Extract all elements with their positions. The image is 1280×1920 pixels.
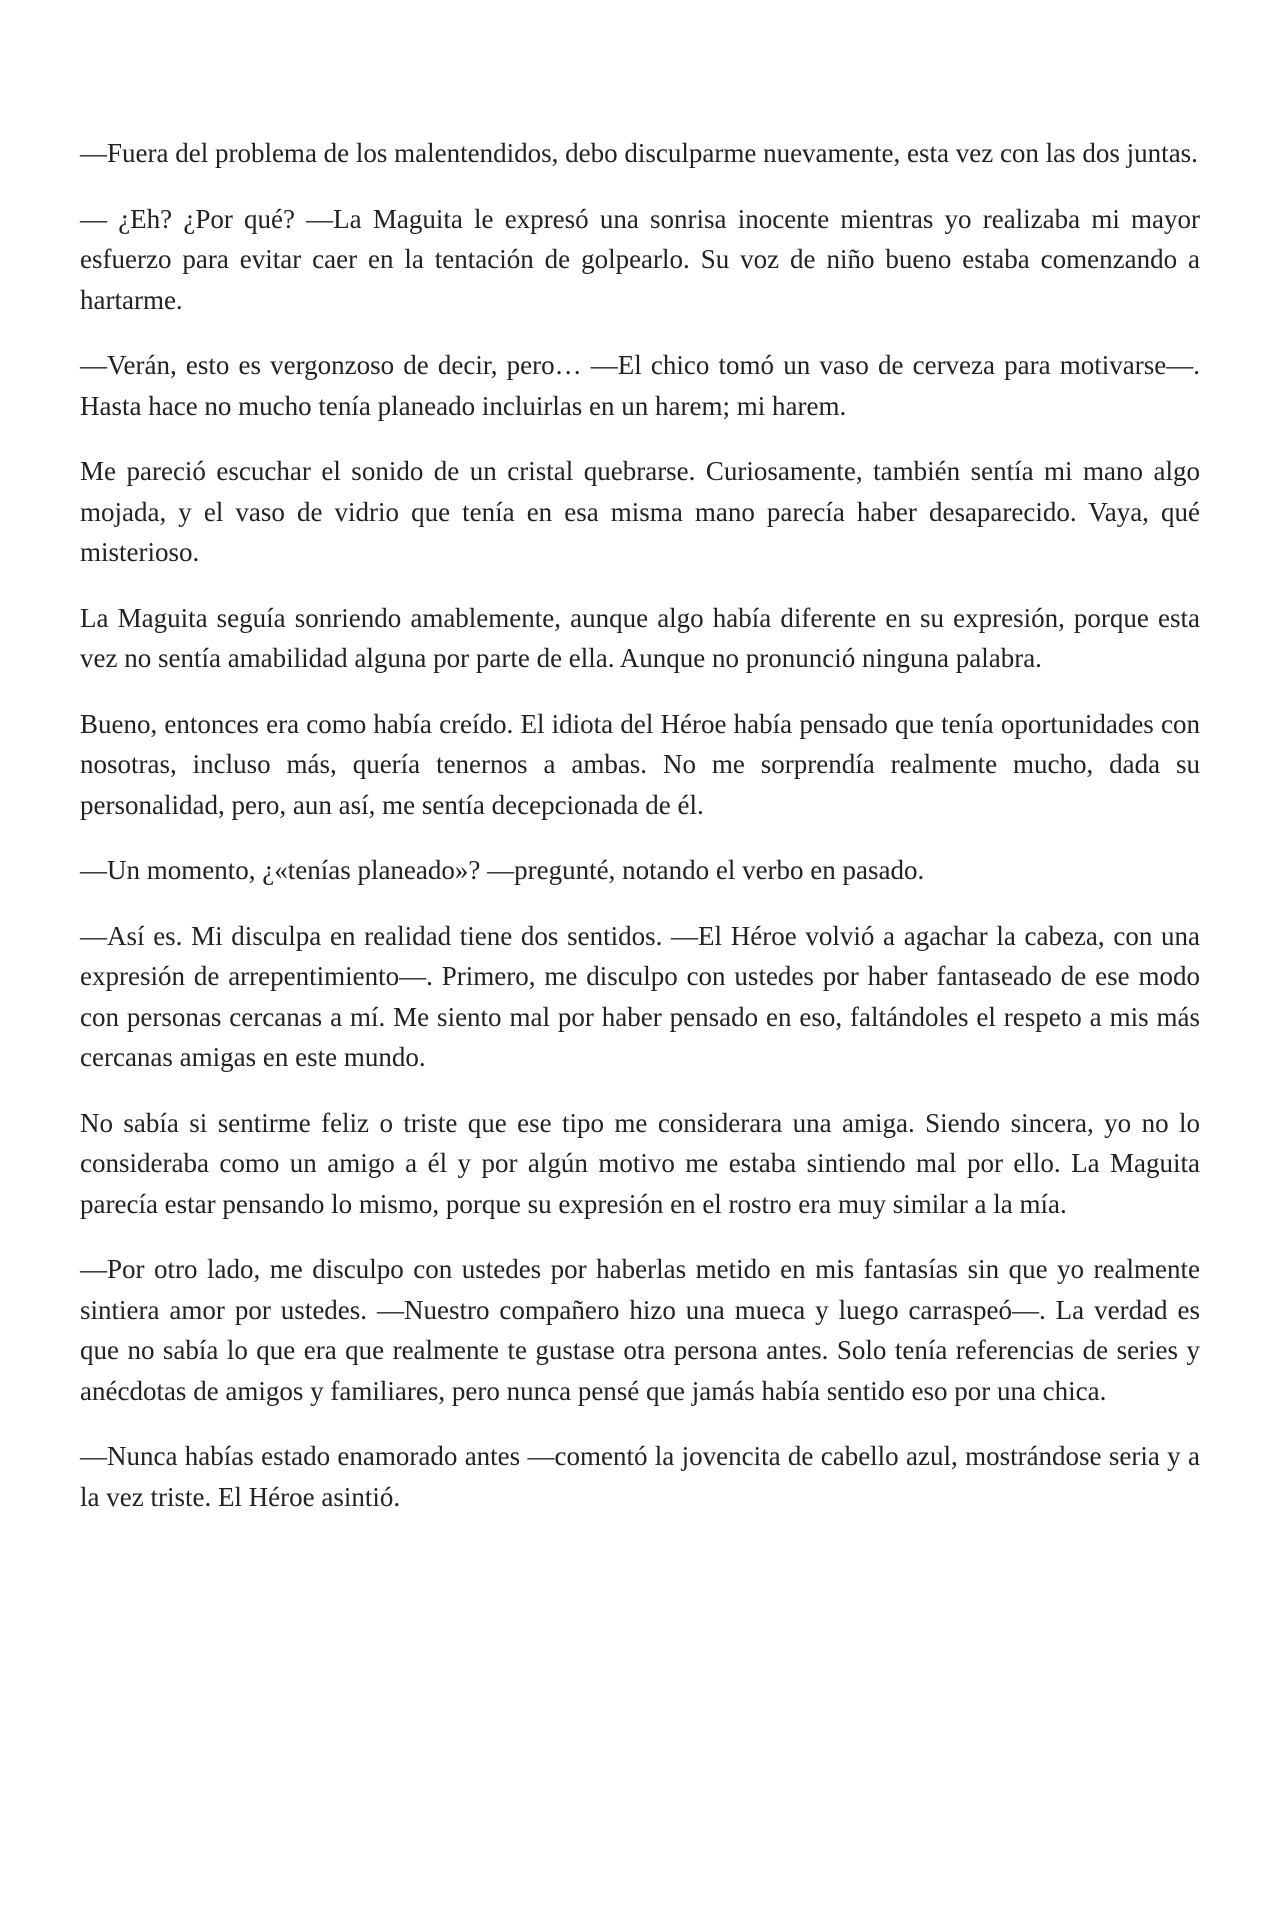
- paragraph: —Fuera del problema de los malentendidos, debo disculparme nuevamente, esta vez con las dos juntas.: [80, 138, 1198, 168]
- paragraph: —Así es. Mi disculpa en realidad tiene dos sentidos. —El Héroe volvió a agachar la cabeza, con una expresión de arrepentimiento—. Primero, me disculpo con ustedes por haber fantaseado de ese modo con personas cercanas a mí. Me siento mal por haber pensado en eso, faltándoles el respeto a mis más cercanas amigas en este mundo.: [80, 920, 1200, 1072]
- paragraph: No sabía si sentirme feliz o triste que ese tipo me considerara una amiga. Siendo sincera, yo no lo consideraba como un amigo a él y por algún motivo me estaba sintiendo mal por ello. La Maguita parecía estar pensando lo mismo, porque su expresión en el rostro era muy similar a la mía.: [80, 1107, 1200, 1219]
- paragraph: —Verán, esto es vergonzoso de decir, pero… —El chico tomó un vaso de cerveza para motivarse—. Hasta hace no mucho tenía planeado incluirlas en un harem; mi harem.: [80, 350, 1200, 421]
- paragraph: Bueno, entonces era como había creído. El idiota del Héroe había pensado que tenía oportunidades con nosotras, incluso más, quería tenernos a ambas. No me sorprendía realmente mucho, dada su personalidad, pero, aun así, me sentía decepcionada de él.: [80, 708, 1200, 820]
- paragraph: — ¿Eh? ¿Por qué? —La Maguita le expresó una sonrisa inocente mientras yo realizaba mi mayor esfuerzo para evitar caer en la tentación de golpearlo. Su voz de niño bueno estaba comenzando a hartarme.: [80, 203, 1200, 315]
- paragraph: —Por otro lado, me disculpo con ustedes por haberlas metido en mis fantasías sin que yo realmente sintiera amor por ustedes. —Nuestro compañero hizo una mueca y luego carraspeó—. La verdad es que no sabía lo que era que realmente te gustase otra persona antes. Solo tenía referencias de series y anécdotas de amigos y familiares, pero nunca pensé que jamás había sentido eso por una chica.: [80, 1254, 1200, 1406]
- paragraph: Me pareció escuchar el sonido de un cristal quebrarse. Curiosamente, también sentía mi mano algo mojada, y el vaso de vidrio que tenía en esa misma mano parecía haber desaparecido. Vaya, qué misterioso.: [80, 456, 1200, 567]
- document-page: [80, 133, 1200, 1542]
- paragraph: —Nunca habías estado enamorado antes —comentó la jovencita de cabello azul, mostrándose seria y a la vez triste. El Héroe asintió.: [80, 1441, 1200, 1512]
- paragraph: La Maguita seguía sonriendo amablemente, aunque algo había diferente en su expresión, porque esta vez no sentía amabilidad alguna por parte de ella. Aunque no pronunció ninguna palabra.: [80, 602, 1200, 673]
- paragraph: —Un momento, ¿«tenías planeado»? —pregunté, notando el verbo en pasado.: [80, 855, 925, 885]
